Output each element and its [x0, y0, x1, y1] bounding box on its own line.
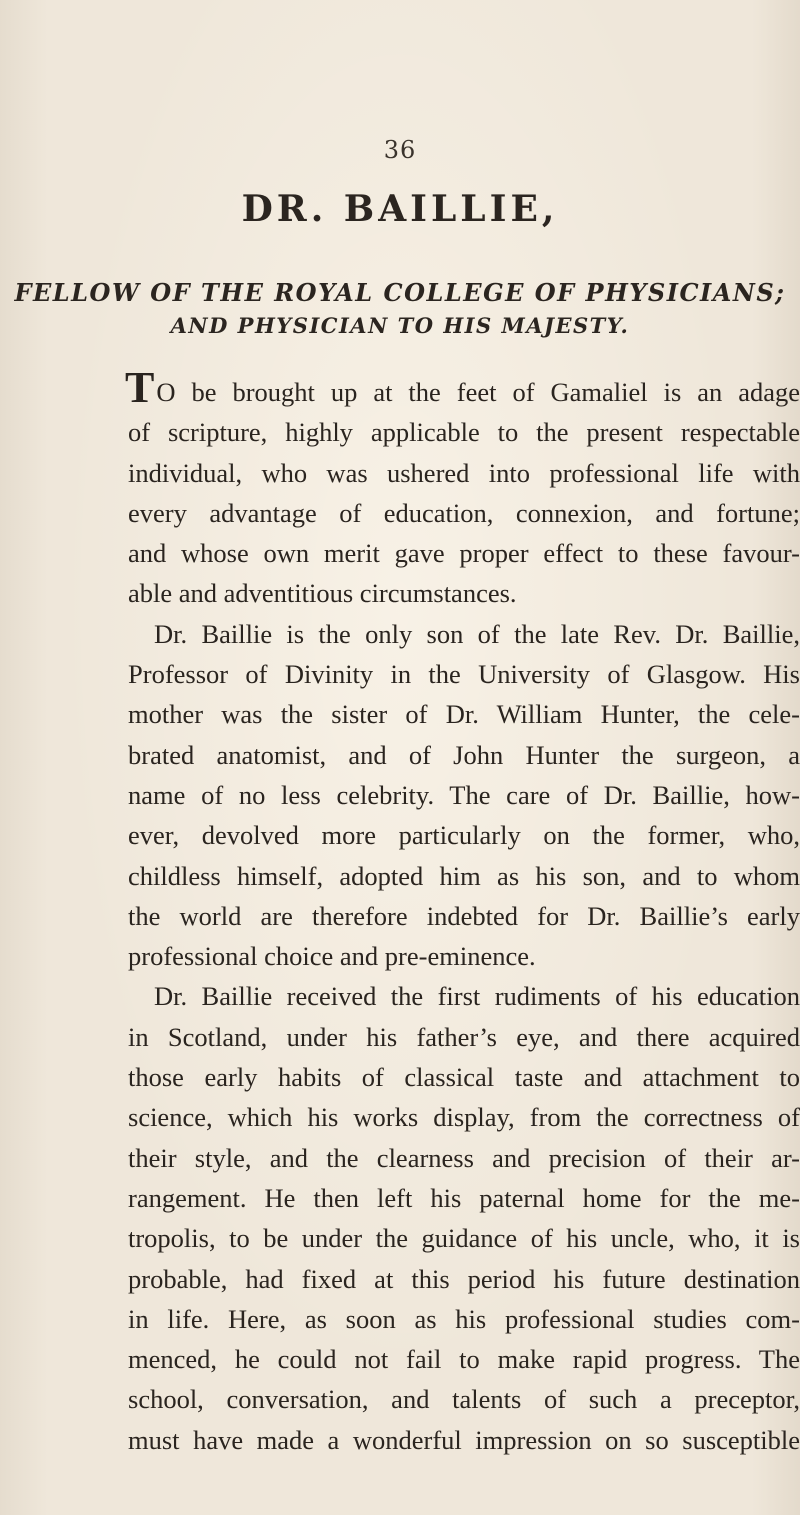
text-line: childless himself, adopted him as his son, and to whom [128, 860, 800, 891]
body-text [125, 372, 800, 1460]
text-line: ever, devolved more particularly on the former, who, [128, 820, 800, 851]
paragraph-1 [125, 372, 800, 614]
text-line: menced, he could not fail to make rapid progress. The [128, 1344, 800, 1375]
text-line: rangement. He then left his paternal home for the me- [128, 1182, 800, 1213]
article-title: DR. BAILLIE, [241, 188, 559, 230]
text-line: and whose own merit gave proper effect to these favour- [128, 538, 800, 569]
text-line: Professor of Divinity in the University of Glasgow. His [128, 659, 800, 690]
article-subtitle-line-1: FELLOW OF THE ROYAL COLLEGE OF PHYSICIANS; [14, 278, 786, 307]
text-line: the world are therefore indebted for Dr. Baillie’s early [128, 900, 800, 931]
text-line: must have made a wonderful impression on so susceptible [128, 1424, 800, 1455]
text-line: individual, who was ushered into professional life with [128, 457, 800, 488]
text-line: able and adventitious circumstances. [128, 578, 517, 609]
paragraph-2 [128, 614, 800, 977]
text-line: of scripture, highly applicable to the present respectable [128, 417, 800, 448]
text-line: professional choice and pre-eminence. [128, 941, 536, 972]
text-line: Dr. Baillie is the only son of the late Rev. Dr. Baillie, [154, 618, 800, 649]
text-line: those early habits of classical taste and attachment to [128, 1062, 800, 1093]
text-line: their style, and the clearness and precision of their ar- [128, 1142, 800, 1173]
text-line: school, conversation, and talents of such a preceptor, [128, 1384, 800, 1415]
text-line: Dr. Baillie received the first rudiments of his education [154, 981, 800, 1012]
article-subtitle-line-2: AND PHYSICIAN TO HIS MAJESTY. [170, 313, 630, 338]
text-line-content: O be brought up at the feet of Gamaliel is an adage [156, 377, 800, 407]
paragraph-3 [128, 976, 800, 1460]
text-line: mother was the sister of Dr. William Hunter, the cele- [128, 699, 800, 730]
text-line: every advantage of education, connexion, and fortune; [128, 497, 800, 528]
text-line: brated anatomist, and of John Hunter the surgeon, a [128, 739, 800, 770]
text-line: name of no less celebrity. The care of Dr. Baillie, how- [128, 779, 800, 810]
page-number: 36 [383, 136, 417, 164]
text-line: probable, had fixed at this period his future destination [128, 1263, 800, 1294]
text-line [125, 372, 800, 412]
text-line: science, which his works display, from the correctness of [128, 1102, 800, 1133]
text-line: in life. Here, as soon as his professional studies com- [128, 1303, 800, 1334]
text-line: in Scotland, under his father’s eye, and there acquired [128, 1021, 800, 1052]
text-line: tropolis, to be under the guidance of his uncle, who, it is [128, 1223, 800, 1254]
drop-cap: T [125, 372, 155, 412]
